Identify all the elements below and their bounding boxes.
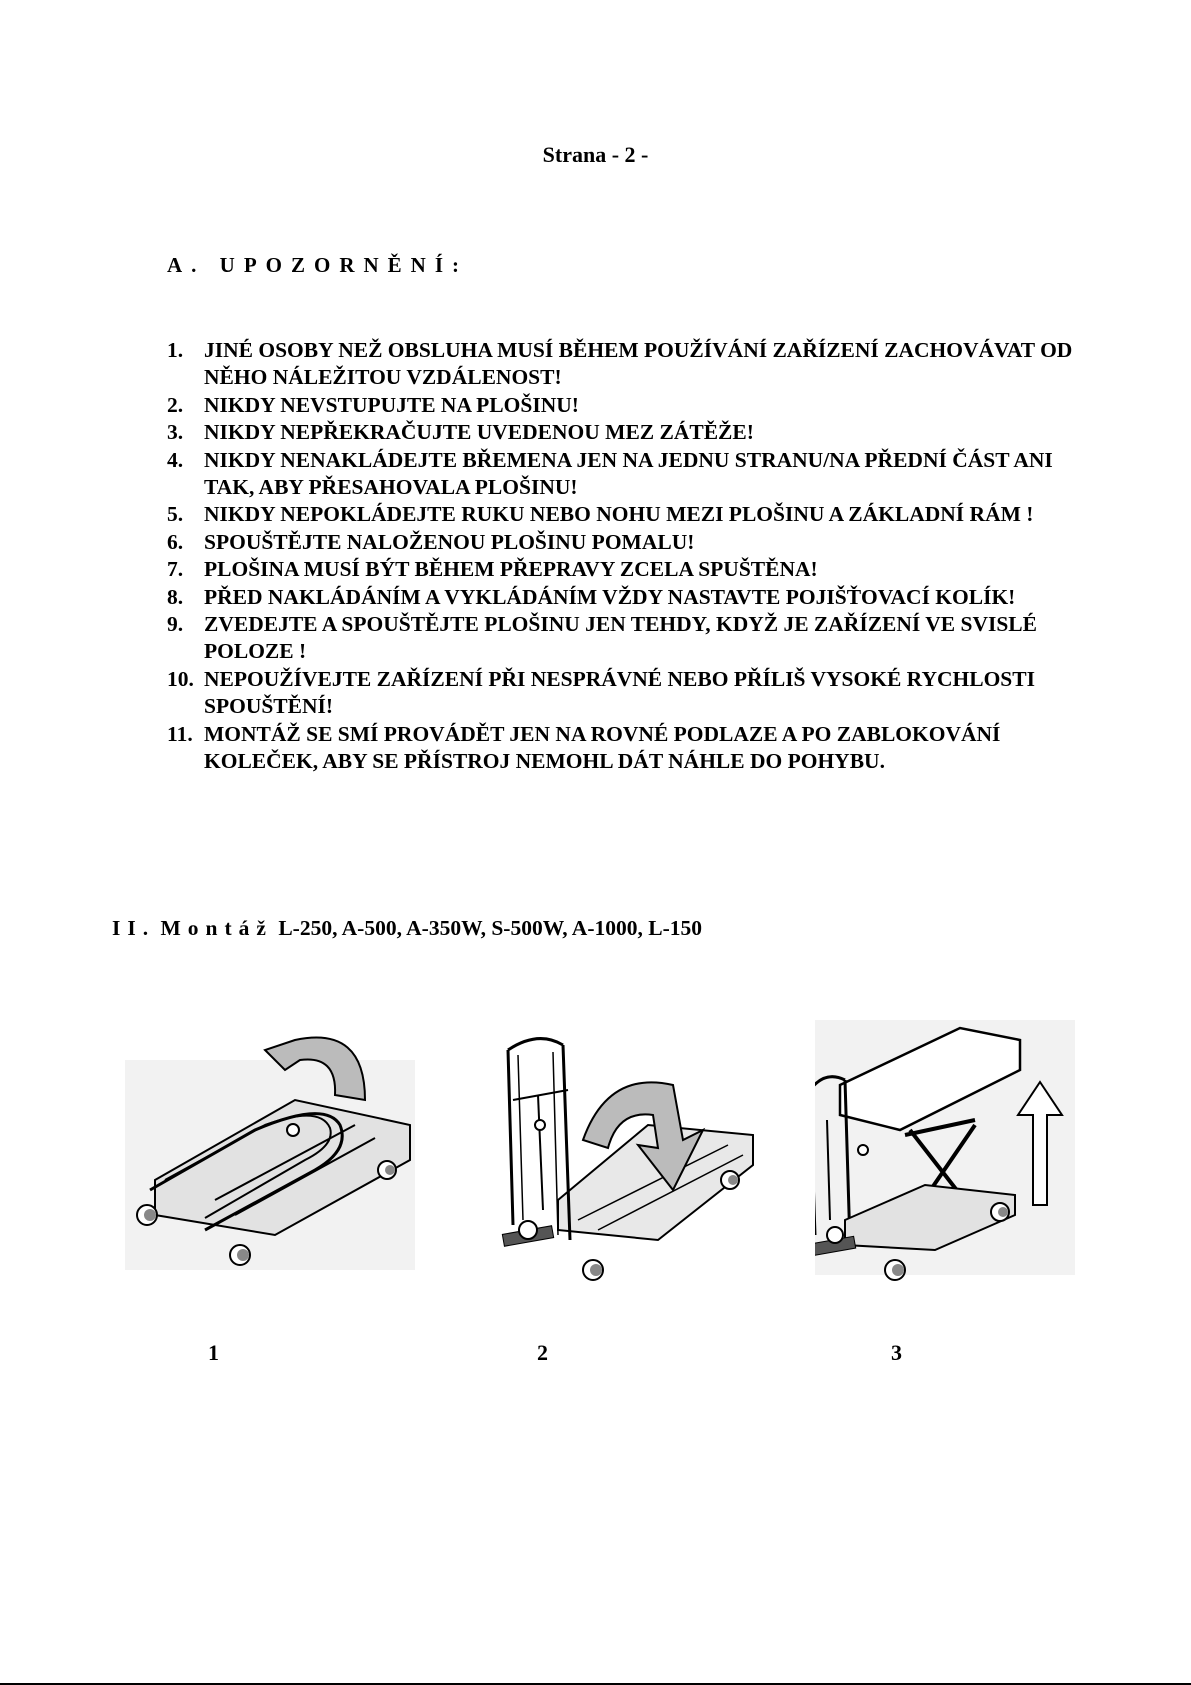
warning-item [167,721,1087,776]
warning-number: 6. [167,529,184,554]
figure-2 [498,1030,758,1290]
folded-cart-arrow-up-icon [125,1030,415,1280]
assembly-section-title [112,916,702,941]
section-a-title: A. UPOZORNĚNÍ: [167,253,469,277]
cart-handle-arrow-down-icon [498,1030,758,1290]
section-word: Montáž [160,916,273,940]
warning-item [167,392,1087,419]
warning-text: NIKDY NEVSTUPUJTE NA PLOŠINU! [204,392,579,417]
warning-text: PLOŠINA MUSÍ BÝT BĚHEM PŘEPRAVY ZCELA SPUŠTĚNA! [204,557,818,582]
warning-number: 4. [167,447,184,472]
figure-3 [815,1020,1075,1290]
warning-item [167,337,1087,392]
figure-label-1: 1 [208,1340,219,1365]
warning-item [167,419,1087,446]
figure-label-2: 2 [537,1340,548,1365]
warning-text: NIKDY NEPOKLÁDEJTE RUKU NEBO NOHU MEZI PLOŠINU A ZÁKLADNÍ RÁM ! [204,502,1034,527]
section-number: II. [112,916,156,940]
warning-text: MONTÁŽ SE SMÍ PROVÁDĚT JEN NA ROVNÉ PODLAZE A PO ZABLOKOVÁNÍ KOLEČEK, ABY SE PŘÍSTROJ NEMOHL DÁT NÁHLE DO POHYBU. [204,721,1001,774]
warning-number: 5. [167,502,184,527]
figure-1 [125,1030,415,1280]
warning-text: PŘED NAKLÁDÁNÍM A VYKLÁDÁNÍM VŽDY NASTAVTE POJIŠŤOVACÍ KOLÍK! [204,584,1016,609]
warning-number: 3. [167,420,184,445]
warning-item [167,501,1087,528]
warning-number: 9. [167,612,184,637]
page-number-header: Strana - 2 - [542,142,649,167]
figure-label-3: 3 [891,1340,902,1365]
model-list: L-250, A-500, A-350W, S-500W, A-1000, L-150 [278,916,702,940]
warning-item [167,556,1087,583]
warning-text: NEPOUŽÍVEJTE ZAŘÍZENÍ PŘI NESPRÁVNÉ NEBO PŘÍLIŠ VYSOKÉ RYCHLOSTI SPOUŠTĚNÍ! [204,666,1035,719]
warning-text: NIKDY NEPŘEKRAČUJTE UVEDENOU MEZ ZÁTĚŽE! [204,420,754,445]
warning-text: ZVEDEJTE A SPOUŠTĚJTE PLOŠINU JEN TEHDY, KDYŽ JE ZAŘÍZENÍ VE SVISLÉ POLOZE ! [204,612,1037,664]
warning-number: 8. [167,584,184,609]
raised-lift-table-arrow-up-icon [815,1020,1075,1290]
warning-item [167,666,1087,721]
warning-number: 10. [167,666,194,691]
warning-item [167,611,1087,666]
warning-text: NIKDY NENAKLÁDEJTE BŘEMENA JEN NA JEDNU STRANU/NA PŘEDNÍ ČÁST ANI TAK, ABY PŘESAHOVALA PLOŠINU! [204,447,1053,500]
warning-number: 11. [167,721,193,746]
warning-item [167,447,1087,502]
warnings-list [167,337,1087,776]
warning-number: 7. [167,557,184,582]
warning-text: JINÉ OSOBY NEŽ OBSLUHA MUSÍ BĚHEM POUŽÍVÁNÍ ZAŘÍZENÍ ZACHOVÁVAT OD NĚHO NÁLEŽITOU VZDÁLENOST! [204,338,1073,390]
warning-text: SPOUŠTĚJTE NALOŽENOU PLOŠINU POMALU! [204,529,695,554]
warning-number: 2. [167,392,184,417]
warning-number: 1. [167,338,184,362]
warning-item [167,529,1087,556]
warning-item [167,584,1087,611]
